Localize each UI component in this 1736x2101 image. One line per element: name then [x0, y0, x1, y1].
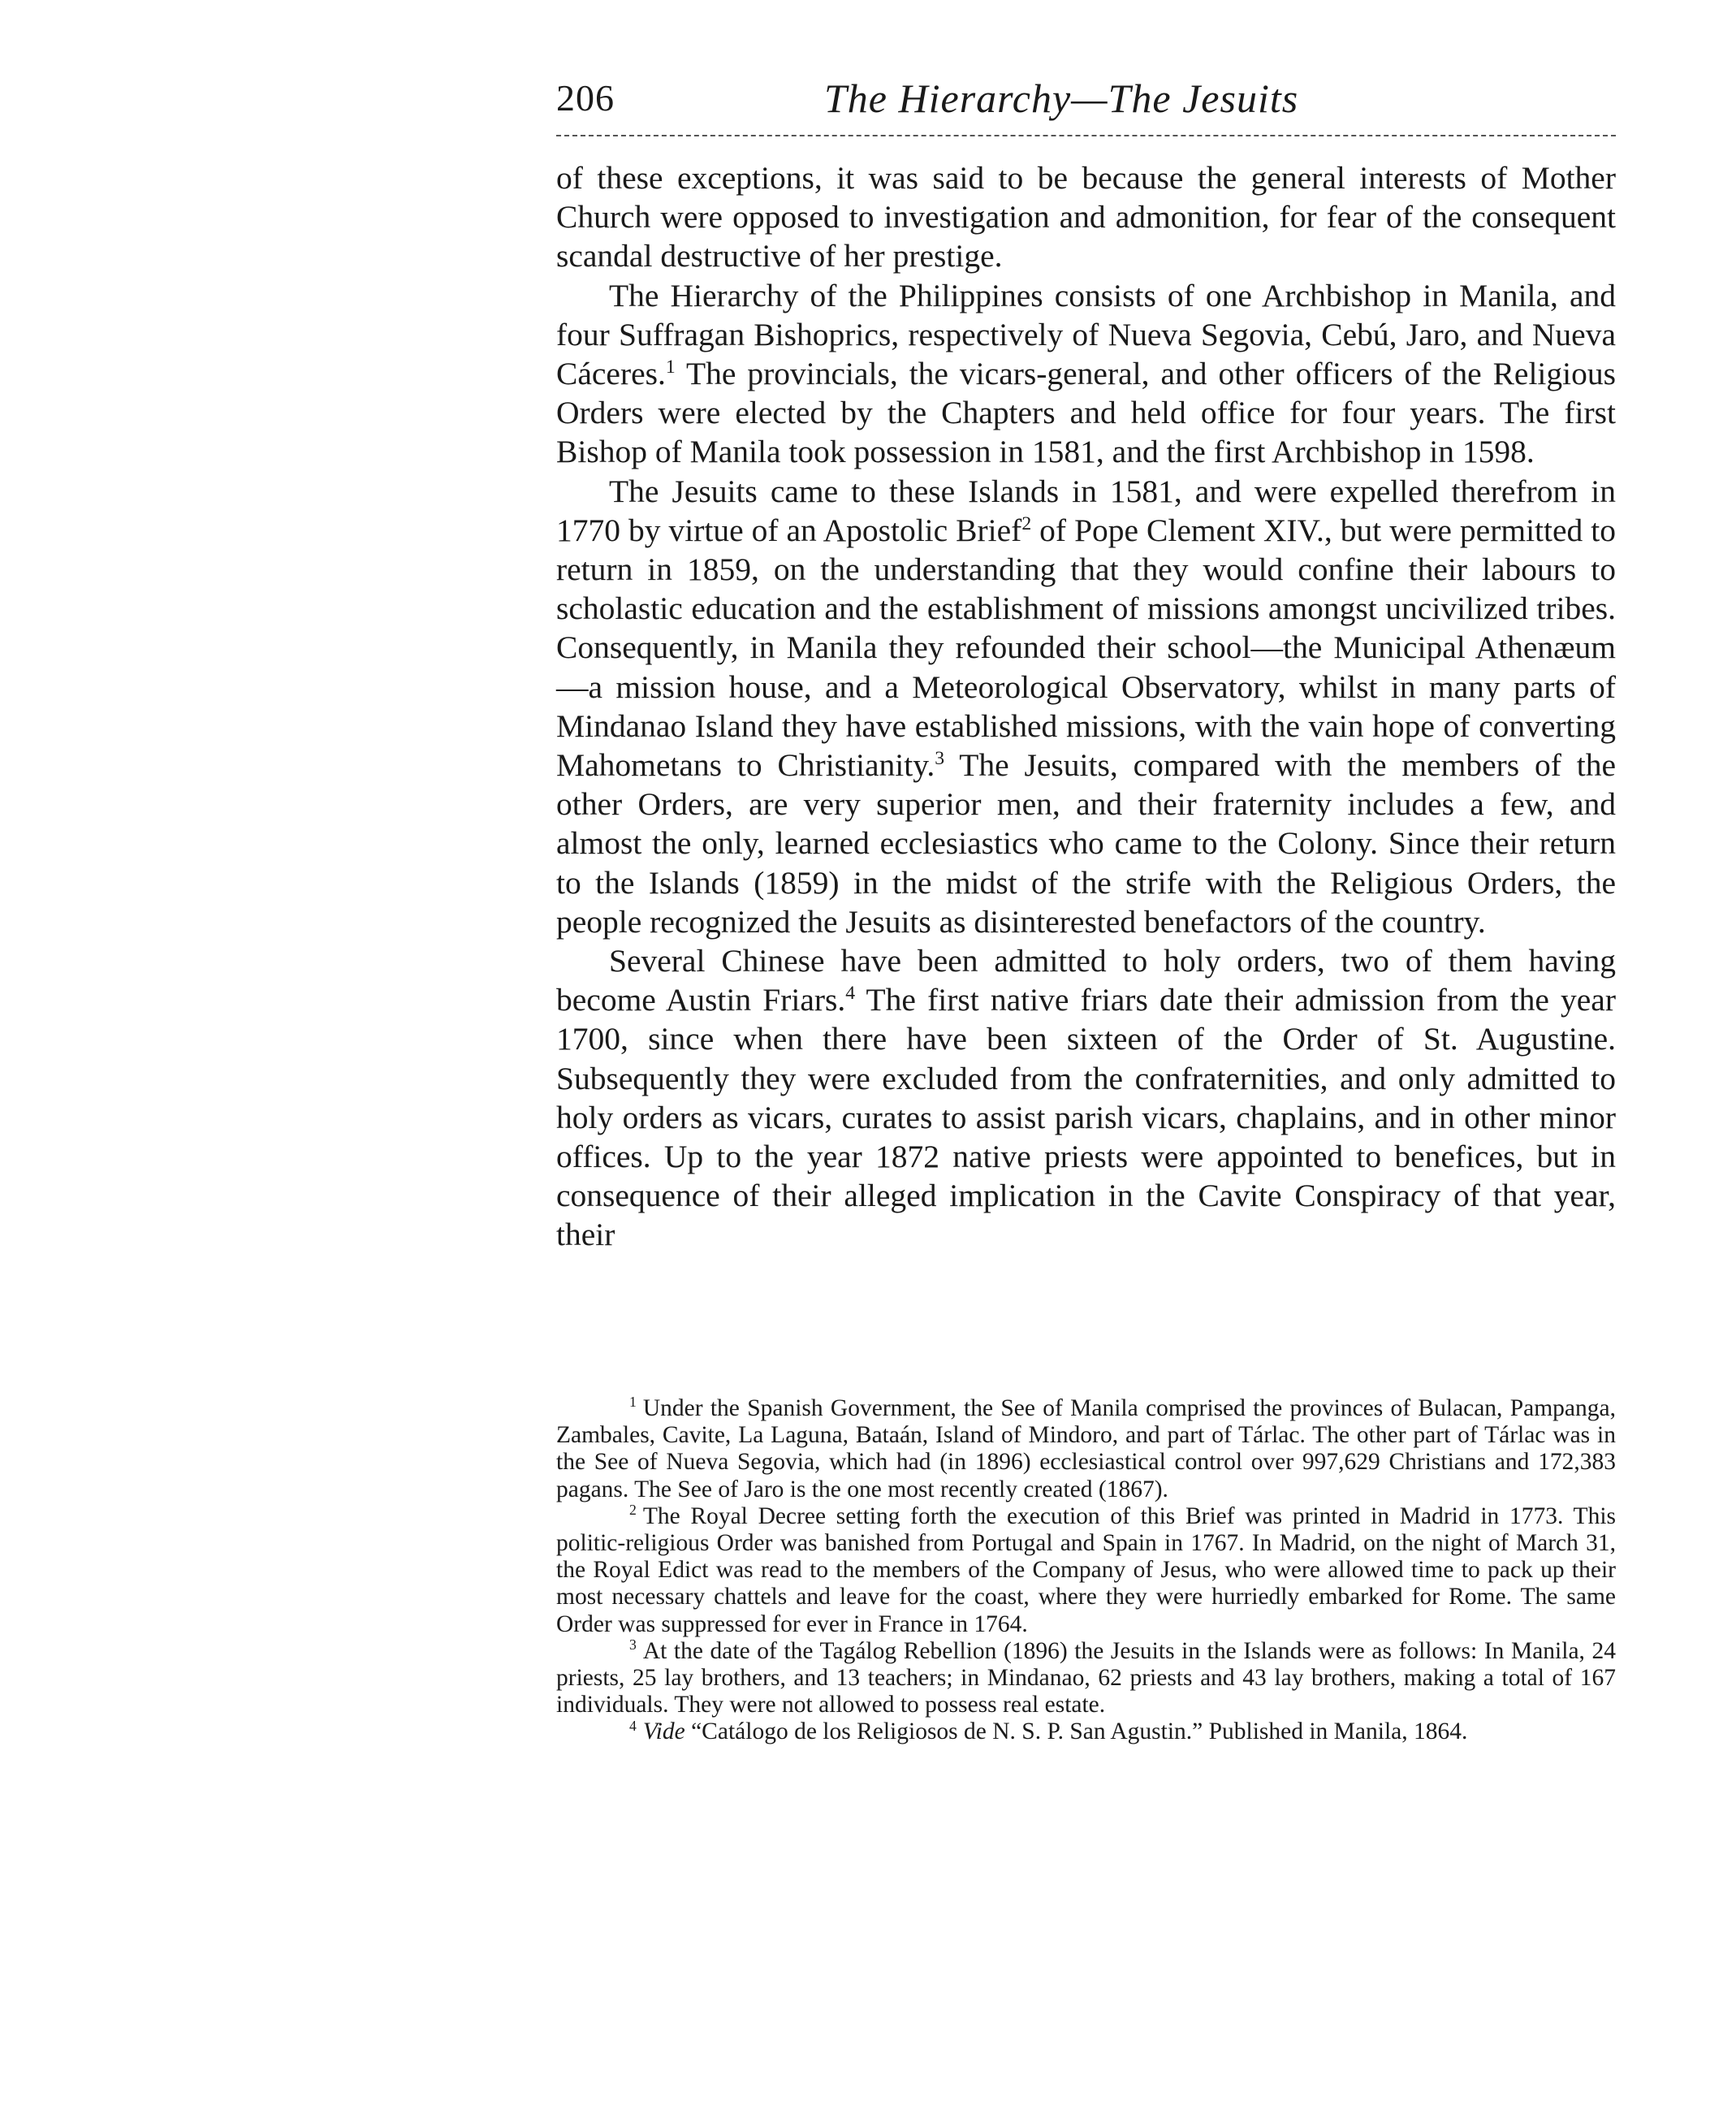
footnotes	[556, 1395, 1616, 1746]
paragraph-continuation: of these exceptions, it was said to be because the general interests of Mother Church were opposed to investigation and admonition, for fear of the consequent scandal destructive of her prestige.	[556, 160, 1616, 275]
page-number: 206	[556, 77, 615, 119]
vide-italic: Vide	[642, 1718, 685, 1745]
footnote-ref-2[interactable]: 2	[1021, 512, 1032, 534]
paragraph-jesuits: The Jesuits came to these Islands in 1581, and were expelled therefrom in 1770 by virtue of an Apostolic Brief$^2$ of Pope Clement XIV., but were permitted to return in 1859, on the understanding that they would confine their labours to scholastic education and the establishment of missions amongst uncivilized tribes. Consequently, in Manila they refounded their school—the Municipal Athenæum—a mission house, and a Meteorological Observatory, whilst in many parts of Mindanao Island they have established missions, with the vain hope of converting Mahometans to Christianity.$^3$ The Jesuits, compared with the members of the other Orders, are very superior men, and their fraternity includes a few, and almost the only, learned ecclesiastics who came to the Colony. Since their return to the Islands (1859) in the midst of the strife with the Religious Orders, the people recognized the Jesuits as disinterested benefactors of the country.	[556, 473, 1616, 940]
footnote-2: $^2$ The Royal Decree setting forth the execution of this Brief was printed in Madrid in 1773. This politic-religious Order was banished from Portugal and Spain in 1767. In Madrid, on the night of March 31, the Royal Edict was read to the members of the Company of Jesus, who were allowed time to pack up their most necessary chattels and leave for the coast, where they were hurriedly embarked for Rome. The same Order was suppressed for ever in France in 1764.	[556, 1502, 1616, 1637]
paragraph-native-clergy: Several Chinese have been admitted to holy orders, two of them having become Austin Friars.$^4$ The first native friars date their admission from the year 1700, since when there have been sixteen of the Order of St. Augustine. Subsequently they were excluded from the confraternities, and only admitted to holy orders as vicars, curates to assist parish vicars, chaplains, and in other minor offices. Up to the year 1872 native priests were appointed to benefices, but in consequence of their alleged implication in the Cavite Conspiracy of that year, their	[556, 943, 1616, 1253]
paragraph-hierarchy: The Hierarchy of the Philippines consists of one Archbishop in Manila, and four Suffragan Bishoprics, respectively of Nueva Segovia, Cebú, Jaro, and Nueva Cáceres.$^1$ The provincials, the vicars-general, and other officers of the Religious Orders were elected by the Chapters and held office for four years. The first Bishop of Manila took possession in 1581, and the first Archbishop in 1598.	[556, 277, 1616, 470]
header-rule	[556, 135, 1616, 136]
footnote-ref-3[interactable]: 3	[935, 747, 945, 769]
footnote-ref-4[interactable]: 4	[845, 983, 856, 1005]
page-header	[556, 70, 1616, 127]
main-text	[556, 158, 1616, 1255]
footnote-1: $^1$ Under the Spanish Government, the See of Manila comprised the provinces of Bulacan, Pampanga, Zambales, Cavite, La Laguna, Bataán, Island of Mindoro, and part of Tárlac. The other part of Tárlac was in the See of Nueva Segovia, which had (in 1896) ecclesiastical control over 997,629 Christians and 172,383 pagans. The See of Jaro is the one most recently created (1867).	[556, 1394, 1616, 1502]
footnote-3: $^3$ At the date of the Tagálog Rebellion (1896) the Jesuits in the Islands were as follows: In Manila, 24 priests, 25 lay brothers, and 13 teachers; in Mindanao, 62 priests and 43 lay brothers, making a total of 167 individuals. They were not allowed to possess real estate.	[556, 1636, 1616, 1718]
footnote-ref-1[interactable]: 1	[665, 356, 676, 378]
footnote-4: $^4$ Vide “Catálogo de los Religiosos de N. S. P. San Agustin.” Published in Manila, 1864.	[629, 1717, 1468, 1745]
running-title: The Hierarchy—The Jesuits	[824, 76, 1299, 121]
